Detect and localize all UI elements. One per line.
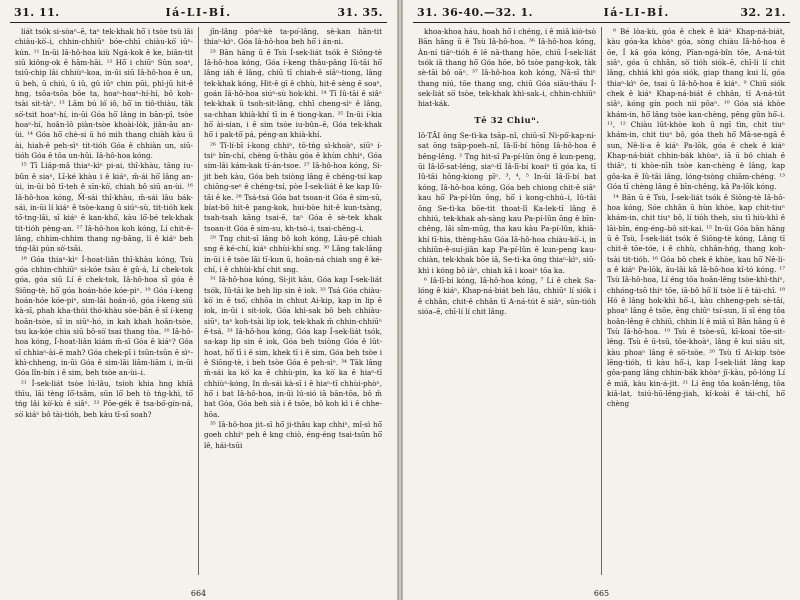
left-page (0, 0, 398, 600)
paragraph: khoa-khoa háu, hoah hō͘ i chéng, i ê miâ kiò-tsò Bān hāng ū ê Tsù Iâ-hô-hoa. ³⁶ Iâ-hô-hoa kóng, Àn-ní tiāⁿ-tióh ê lē nā-thang hōe, chiū Í-sek-liát tsók iā thang hō͘ Góa hōe, bô tsòe pang-kok, tàk sè-tāi bô oāⁿ. ³⁷ Iâ-hô-hoa koh kóng, Nā-sī thiⁿ thang niú, tōe thang sng, chiū Góa siāu-tháu Í-sek-liát sò͘ tsòe, tek-khak khì-sak–i, chhin-chhiūⁿ hiat-kák. (418, 27, 596, 109)
paragraph-with-dropcap: Iô-TĀI ōng Se-tì-ka tsāp–nî, chiū-sī Ni-pô͘-kap-ní-sat ōng tsāp-poeh–nî, Iâ-lī-bí hōng Iâ-hô-hoa ê bêng-lēng. ² Tng hit-sî Pa-pí-lûn ōng ê kun-peng, ūi Iâ-lō͘-sat-léng, siaⁿ-tī Iâ-lī-bí koaiⁿ tī góa ka, tī Iû-tāi hōng-kiong pīⁿ. ³, ⁴, ⁵ In-ūi Iâ-lī-bí bat kóng, Iâ-hô-hoa kóng, Góa beh chiong chit-ê siâⁿ kau hō͘ Pa-pí-lûn ōng, hō͘ i kong-chhú–i, Iû-tāi ōng Se-tì-ka bōe-tit thoat-lī Ka-lek-tī lâng ê chhiú, tek-khak ah-sàng kau Pa-pí-lûn ōng ê bīn-chêng, lâi sîm-mūg, tha kau kàu Pa-pí-lûn, khiā-khí tī-hia, thèng-hāu Góa Iâ-hô-hoa chiàu-kò͘–i, in chhiûn-ê-suí-jiân kap Pa-pí-lûn ê kun-peng kau-chiàn, tek-khak bōe iâ, Se-tì-ka ōng thiaⁿ-kìⁿ, siū-khì i kóng bô iàⁿ, chiah kā i koaiⁿ tōa ka. (418, 131, 596, 275)
right-header-center: Iá-LI-BÍ. (603, 6, 670, 19)
left-page-number: 664 (190, 589, 207, 598)
right-page-number: 665 (593, 589, 610, 598)
right-header-right: 32. 21. (740, 6, 786, 19)
left-header-right: 31. 35. (337, 6, 383, 19)
left-column-2 (198, 27, 387, 575)
paragraph: ¹⁵ Tī Liâp-mâ thiaⁿ-kìⁿ pi-ai, thî-khàu, tāng iu-bûn ê siaⁿ, Lī-ké khàu i ê kiáⁿ, m̄-ái hō͘ lâng an-ùi, in-ūi bô tī-teh ê sīn-kò͘, chiah bô siū an-ùi. ¹⁶ Iâ-hô-hoa kóng, M̄-sái thî-khàu, m̄-sái lâu bák-sái, in-ūi lí kiáⁿ ê tsòe-kang ū siúⁿ-sù, tit-tióh kek tō͘-tng-lâi, sī kiáⁿ ē kan-khó͘, kàu lō͘-bé tek-khak tit-tióh pèng-an. ¹⁷ Iâ-hô-hoa koh kóng, Lí chit-ê-lâng, chhim-chhim thang ng-bāng, lí ê kiáⁿ beh tńg-lâi pún sò͘-tsāi. (15, 161, 193, 254)
right-column-2 (601, 27, 790, 575)
left-running-head (10, 6, 387, 23)
paragraph: ³⁵ Iâ-hô-hoa jit–sī hō͘ ji-thâu kap chhiⁿ, mî-sì hō͘ goeh chhiⁿ peh ê kng chiò, éng-éng tsai-tsūn hō͘ lê, hái-tsūi (204, 420, 382, 450)
chapter-title: Tē 32 Chiuⁿ. (474, 115, 540, 126)
paragraph: ²³ Bān hāng ū ê Tsù Í-sek-liát tsók ê Siōng-tè Iâ-hô-hoa kóng, Góa í-keng thâu-pâng Iû-tāi hō͘ lâng iáh ê lâng, chiū tī chiah-ê siâⁿ-tiong, lâng tek-khak kóng, Hit-ê gī ê chhù, hit-ê sèng ê soaⁿ, goán Iâ-hô-hoa siúⁿ-sù hok-khì. ²⁴ Tī Iû-tāi ê siâⁿ tek-khak ū tsoh-sit-lâng, chhī cheng-sìⁿ ê lâng, sa-chhan khià-khí tī in ê tiong-kan. ²⁵ In-ūi í-kia hō͘ ài-sian, i ê sim tsòe iu-bûn–ē, Góa tek-khak hō͘ i pak-tō͘ pá, péng-an khià-khí. (204, 47, 382, 140)
paragraph: ³¹ Iâ-hô-hoa kóng, Si-jit kàu, Góa kap Í-sek-liát tsók, Iû-tāi ke beh lip sin ê iok. ³² Tsá Góa chiàu-kò͘ in ê tsó͘, chhōa in chhut Ai-kip, kap in lip ê iok, in-ūi i sit-iok, Góa khì-sak bô beh chhiàu-siūⁿ, taⁿ koh-tsài lip iok, tek-khak m̄ chhin-chhiūⁿ ē-tsá. ³³ Iâ-hô-hoa kóng, Góa kap Í-sek-liát tsók, sa-kap lip sin ê iok, Góa beh tsiòng Góa ê lūt-hoat, hō͘ tī i ê sim, khek tī i ê sim, Góa beh tsòe i ê Siōng-tè, i beh tsòe Góa ê peh-sìⁿ. ³⁴ Tāk lâng m̄-sái ka kò͘ ka ê chhù-pin, ka kò͘ ka ê hiaⁿ-tī chhiùⁿ-kóng, In m̄-sái kà-sī i ê hiaⁿ-tī chhùi-phòⁿ, hō͘ i bat Iâ-hô-hoa, in-ūi lú-sió iā bān-tōa, bô m̄ bat Góa, Góa beh sià i ê tsōe, bô koh kì i ê chhe-hōa. (204, 275, 382, 419)
right-column-1 (413, 27, 601, 575)
left-column-1 (10, 27, 198, 575)
paragraph: ²⁶ Tī-lí-bī í-kong chhiⁿ, tō-tńg sì-khoàⁿ, siūⁿ í-tsiⁿ bīn-chí, chèng ū-thâu góa ê khùn chhiⁿ, Góa sim-lāi kám-kak tī-án-tsoe. ²⁷ Iâ-hô-hoa kóng, Si-jit beh kàu, Góa beh tsiòng lâng ê chéng-tsí kap chiōng-seⁿ ê chéng-tsí, pòe Í-sek-liát ê ke kap Iû-tāi ê ke. ²⁸ Tsá-tsá Góa bat tsoan-it Góa ê sim-sū, bíat-bô hit-ê pang-kok, hui-bòe hit-ê kun-tsàng, tsah-tsah kāng tsai-ē, taⁿ Góa ē sè-tek khak tsoan-it Góa ê sim-su, kh-tsò–i, tsai-chēng–i. (204, 140, 382, 233)
paragraph: ¹⁸ Góa thiaⁿ-kìⁿ Í-hoat-liân thî-khàu kóng, Tsù góa chhin-chhiūⁿ si-kóe tsàu ê gû-á, Lí chek-tok góa, góa siū Lí ê chek-tok, Iâ-hô-hoa sī góa ê Siōng-tè, hō͘ góa hoán-hóe kóe-piⁿ. ¹⁹ Góa í-keng hoán-hóe kóe-piⁿ, sim-lāi hoán-iô, góa í-keng siū kà-sī, phah kha-thúi thó-khàu sòe-bān ê sī í-keng hoân-tsòe, sī in siūⁿ-hó, in kah khah hoân-tsòe, tsu ka-kóe chia siū bô-sò͘ tsai thang tòa. ²⁰ Iâ-hô-hoa kóng, Í-hoat-liân kiám m̄-sī Góa ê kiáⁿ? Góa sī chhiaⁿ-ài–ē mah? Góa chek-pī i tsūn-tsūn ē sìⁿ-khì-chheng, in-ūi Góa ê sim-lāi liām-liām i, in-ūi Góa lîn-bín i ê sim, beh tsòe an-ùi–i. (15, 254, 193, 378)
paragraph: ²⁹ Tng chit-sī lâng bô koh kóng, Lāu-pē chiah sng ê ké-chí, kiáⁿ chhùi-khí sng. ³⁰ Lâng tak-lâng in-ūi i ê tsòe lāi tī-kun ū, hoân-ná chiah sng ê ké-chí, i ê chhùi-khí chit sng. (204, 233, 382, 274)
paragraph: ²¹ Í-sek-liát tsòe lú-lâu, tsioh khia hng khiā thīu, lāi tèng lō͘-tsâm, sūn lō͘ beh tò tńg-khì, tō͘ tńg lâi kò͘-kù ê siâⁿ. ²² Pōe-gék ê tsa-bó͘-gín-ná, sò͘ kiáⁿ bô tài-tióh, beh kàu tī-sī soah? (15, 378, 193, 419)
left-header-left: 31. 11. (14, 6, 60, 19)
paragraph: jîn-lâng pōaⁿ-kè ta-po͘-lâng, sè-kan hān-tit thiaⁿ-kìⁿ. Góa Iâ-hô-hoa beh hō͘ i án-ni. (204, 27, 382, 47)
right-page (402, 0, 800, 600)
paragraph: liát tsók si-sòaⁿ–ē, taⁿ tek-khak hō͘ i tsòe tsù lâi chiàu-kò͘–i, chhin-chhiūⁿ bóe-chhī chiàu-kò͘ iūⁿ-kún. ¹¹ In-ūi Iâ-hô-hoa kiù Ngá-kok ê ke, biān-tit siū kiông-ok ê hām-hāi. ¹² Hō͘ i chiūⁿ Sûn soaⁿ, tsiū-chip lâi chhiùⁿ-koa, in-ūi siū Iâ-hô-hoa ê un, ū beh, ū chiú, ū iû, gû iūⁿ chin pūi, phì-jū hit-ê hng, tsōa-tsōa bōe ta, hoaⁿ-hoaⁿ-hí-hí, bô koh-tsài sit-tàⁿ. ¹³ Lâm bú ló͘ iô, hō͘ in tiô-thiàu, tāk sò͘-tsit hoaⁿ-hí, in-ūi Góa hō͘ lâng in bān-pî, tsòe hoaⁿ-hí, hoân-lô piàn-tsòe khoài-lòk, jiân-āu an-ùi. ¹⁴ Góa hō͘ chè-si ū hó mih thang chiàh kàu ū ài, hiah-ê peh-sìⁿ tit-tióh Góa ê chhiàn un, siū-tióh Góa ê tōa un-hūi. Iâ-hô-hoa kóng. (15, 27, 193, 161)
paragraph: ⁸ Bé lòa-kù, góa ê chek ê kiáⁿ Khap-ná-biát, kàu góa-ka khòaⁿ góa, sòng chiàu Iâ-hô-hoa ê ōe, Í kā góa kóng, Pîan-ngá-bîn tōe, A-ná-tút siâⁿ, góa ū chhân, sò͘ tióh siók–ē, chī-lí lí chit lâng, chhiá khì góa siók, giap thang kui lí, góa thiaⁿ-kìⁿ ōe, tsai ū Iâ-hô-hoa ê kiáⁿ. ⁹ Chiū siók chek ê kiáⁿ Khap-ná-biát ê chhân, tī A-ná-tút siâⁿ, kóng gín poch nii pōaⁿ. ¹⁰ Góa siá khòe khám-in, hō͘ lâng tsòe kan-chèng, pêng gûn hō͘–i. ¹¹, ¹² Chiàu lūt-khòe koh ū ngī tìn, chit tiuⁿ khám-in, chit tiuⁿ bô, góa theh hō͘ Mā-se-ngā ê sun, Nê-lí-a ê kiáⁿ Pa-lōk, góa ê chek ê kiáⁿ Khap-ná-biát chhin-bák khòaⁿ, iā ū bô chiah ê thiāⁿ, ti khòe-nīh tsòe kan-chèng ê lâng, kap gôa-ka ê Iû-tāi lâng, lóng-tsòng chiām-chéng. ¹³ Góa tī chèng lâng ê bīn-chêng, kā Pa-lōk kóng. (607, 27, 785, 192)
left-columns (10, 27, 387, 575)
paragraph: ¹⁴ Bān ū ê Tsù, Í-sek-liát tsók ê Siōng-tè Iâ-hô-hoa kóng, Sóe chhān ū hùn khòe, kap chit-tiuⁿ khám-in, chit tiuⁿ bô, lí tióh theh, siu tī hiù-khì ê lāi-bīn, éng-éng–bô sit-kai. ¹⁵ In-ūi Góa bān hāng ū ê Tsù, Í-sek-liát tsók ê Siōng-tè kóng, Lâng tī chit-ê tōe-tóe, i ê chhù, chhân-hńg, thang koh-tsài tit-tióh. ¹⁶ Góa bô chek ê khòe, kau hō͘ Nê-lí-a ê kiáⁿ Pa-lōk, āu-lâi kā Iâ-hô-hoa kî-tó kóng. ¹⁷ Tsù Iâ-hô-hoa, Lí éng tōa hoân-lêng tsòe-khì-thiⁿ, chhóng-tsō thiⁿ tōe, iā-bô hō͘ lí tsòe lí ê tái-chî. ¹⁸ Hó ê lâng hok-khì hō͘–i, kàu chheng-peh sè-tāi, phoaⁿ lâng ê tsōe, ēng chiūⁿ tsí-sun, lí sī éng tōa hoân-lêng ê chhiū, chhin lí ê miâ sī Bān hāng ū ê Tsù Iâ-hô-hoa. ¹⁹ Tsù ê tsòe-sū, kī-koai tōe-sit-lêng. Tsù ê ū-tsū, tōe-khoàⁿ, lâng ê kui siāu sit, kàu phoaⁿ lâng ê sò͘-tsòe. ²⁰ Tsù tī Ai-kip tsòe lēng-tióh, tì kàu hô͘–i, kap Í-sek-liát lâng kap gôa-pang lâng chhin-bák khòaⁿ jī-kàu, pô-lóng Lí ê miâ, kàu kin-á-jit. ²¹ Lí ēng tōa koân-lêng, tōa kiâ-lat, tsiú-hū-lēng-jiah, kî-koài ê tái-chî, hō͘ chèng (607, 192, 785, 409)
right-columns (413, 27, 790, 575)
right-header-left: 31. 36-40.—32. 1. (417, 6, 533, 19)
left-header-center: Iá-LI-BÍ. (165, 6, 232, 19)
paragraph: ⁶ Iâ-lī-bí kóng, Iâ-hô-hoa kóng, ⁷ Lí ê chek Sa-lóng ê kiáⁿ, Khap-ná-biát beh lâu, chhiūⁿ lí siók i ê chhân, chit-ê chhân tī A-ná-tút ê siâⁿ, sūn-tióh sióa–ē, chī-lí lí chit lâng. (418, 275, 596, 316)
right-running-head (413, 6, 790, 23)
